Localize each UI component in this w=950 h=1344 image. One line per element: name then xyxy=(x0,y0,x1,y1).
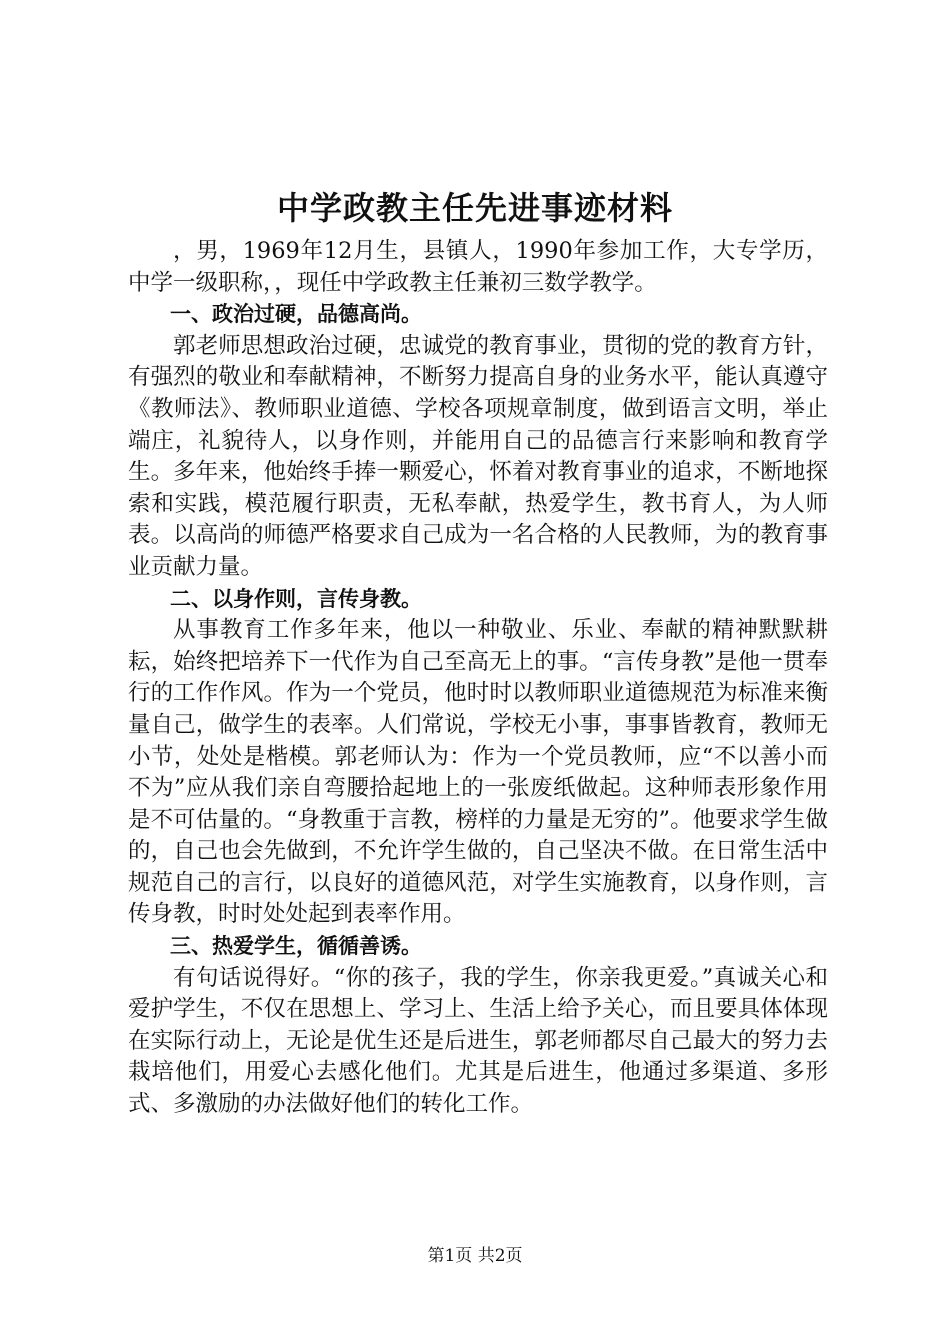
section-paragraph-2: 从事教育工作多年来，他以一种敬业、乐业、奉献的精神默默耕耘，始终把培养下一代作为自己至高无上的事。“言传身教”是他一贯奉行的工作作风。作为一个党员，他时时以教师职业道德规范为标准来衡量自己，做学生的表率。人们常说，学校无小事，事事皆教育，教师无小节，处处是楷模。郭老师认为：作为一个党员教师，应“不以善小而不为”应从我们亲自弯腰拾起地上的一张废纸做起。这种师表形象作用是不可估量的。“身教重于言教，榜样的力量是无穷的”。他要求学生做的，自己也会先做到，不允许学生做的，自己坚决不做。在日常生活中规范自己的言行，以良好的道德风范，对学生实施教育，以身作则，言传身教，时时处处起到表率作用。 xyxy=(128,617,828,928)
intro-paragraph: ，男，1969年12月生，县镇人，1990年参加工作，大专学历，中学一级职称，，现任中学政教主任兼初三数学教学。 xyxy=(128,238,828,296)
document-body xyxy=(128,236,828,1121)
document-title: 中学政教主任先进事迹材料 xyxy=(276,189,673,227)
section-heading-1: 一、政治过硬，品德高尚。 xyxy=(170,302,422,327)
section-paragraph-3: 有句话说得好。“你的孩子，我的学生，你亲我更爱。”真诚关心和爱护学生，不仅在思想上、学习上、生活上给予关心，而且要具体体现在实际行动上，无论是优生还是后进生，郭老师都尽自己最大的努力去栽培他们，用爱心去感化他们。尤其是后进生，他通过多渠道、多形式、多激励的办法做好他们的转化工作。 xyxy=(128,964,828,1118)
page-footer: 第1页 共2页 xyxy=(427,1246,523,1266)
section-paragraph-1: 郭老师思想政治过硬，忠诚党的教育事业，贯彻的党的教育方针，有强烈的敬业和奉献精神，不断努力提高自身的业务水平，能认真遵守《教师法》、教师职业道德、学校各项规章制度，做到语言文明，举止端庄，礼貌待人，以身作则，并能用自己的品德言行来影响和教育学生。多年来，他始终手捧一颗爱心，怀着对教育事业的追求，不断地探索和实践，模范履行职责，无私奉献，热爱学生，教书育人，为人师表。以高尚的师德严格要求自己成为一名合格的人民教师，为的教育事业贡献力量。 xyxy=(128,332,828,580)
section-heading-2: 二、以身作则，言传身教。 xyxy=(170,586,422,611)
section-heading-3: 三、热爱学生，循循善诱。 xyxy=(170,934,422,959)
